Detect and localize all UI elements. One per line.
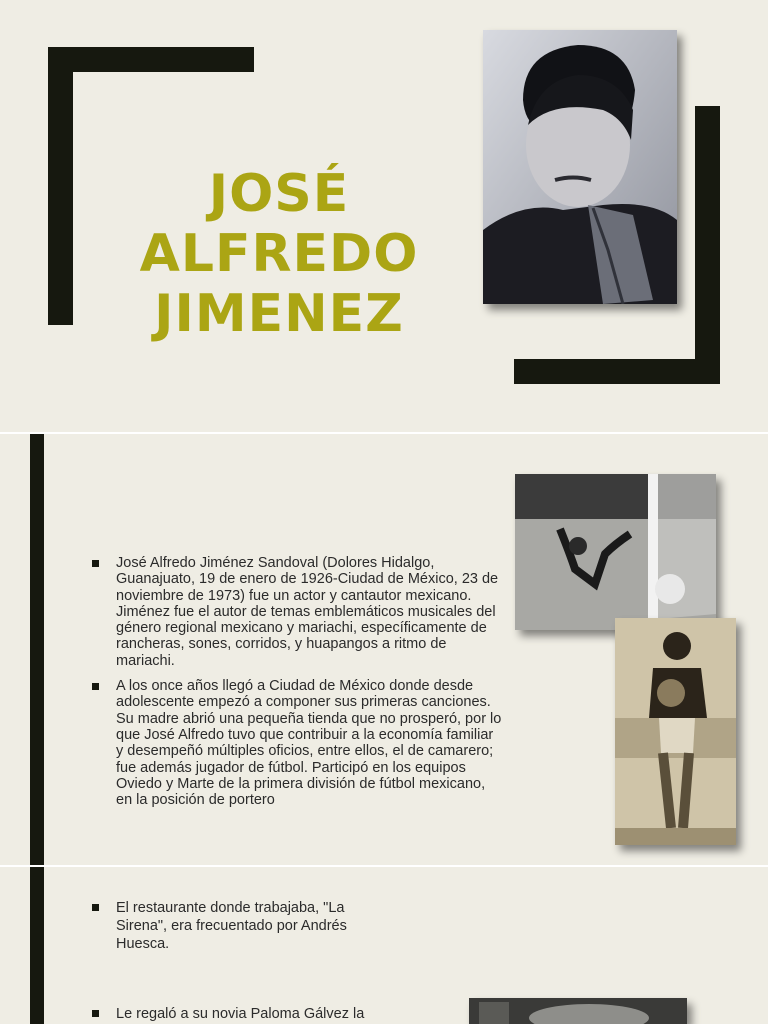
frame-bottom-right-horizontal (514, 359, 720, 384)
list-item (92, 1005, 370, 1023)
goalkeeper-standing-photo (615, 618, 736, 845)
bullet-text: Le regaló a su novia Paloma Gálvez la (116, 1006, 365, 1022)
frame-top-left-horizontal (48, 47, 254, 72)
frame-bottom-right-vertical (695, 106, 720, 384)
page-title (60, 164, 498, 344)
title-line-1: JOSÉ ALFREDO (139, 164, 419, 284)
bullet-text: A los once años llegó a Ciudad de México donde desde adolescente empezó a componer sus primeras canciones. Su madre abrió una pequeña tienda que no prosperó, por lo que José Alfredo tuvo que contribuir a la economía familiar y desempeñó múltiples oficios, entre ellos, el de camarero; fue además jugador de fútbol. Participó en los equipos Oviedo y Marte de la primera división de fútbol mexicano, en la posición de portero (116, 678, 502, 809)
list-item (92, 555, 502, 669)
bullet-text: El restaurante donde trabajaba, "La Sirena", era frecuentado por Andrés Huesca. (116, 900, 347, 952)
bullet-text: José Alfredo Jiménez Sandoval (Dolores Hidalgo, Guanajuato, 19 de enero de 1926-Ciudad de México, 23 de noviembre de 1973) fue un actor y cantautor mexicano. Jiménez fue el autor de temas emblemáticos musicales del género regional mexicano y mariachi, específicamente de rancheras, sones, corridos, y huapangos a ritmo de mariachi. (116, 555, 499, 669)
bullet-square-icon (92, 1010, 99, 1017)
goalkeeper-dive-photo (515, 474, 716, 630)
biography-slide (0, 434, 768, 865)
left-accent-bar (30, 434, 44, 865)
bullet-square-icon (92, 904, 99, 911)
restaurant-list (92, 899, 370, 1024)
bullet-square-icon (92, 560, 99, 567)
portrait-photo (483, 30, 677, 304)
list-item (92, 899, 370, 953)
biography-list (92, 555, 502, 817)
left-accent-bar (30, 867, 44, 1024)
title-slide (0, 0, 768, 432)
bottom-photo (469, 998, 687, 1024)
bullet-square-icon (92, 683, 99, 690)
list-item (92, 678, 502, 808)
title-line-2: JIMENEZ (154, 284, 404, 344)
restaurant-slide (0, 867, 768, 1024)
